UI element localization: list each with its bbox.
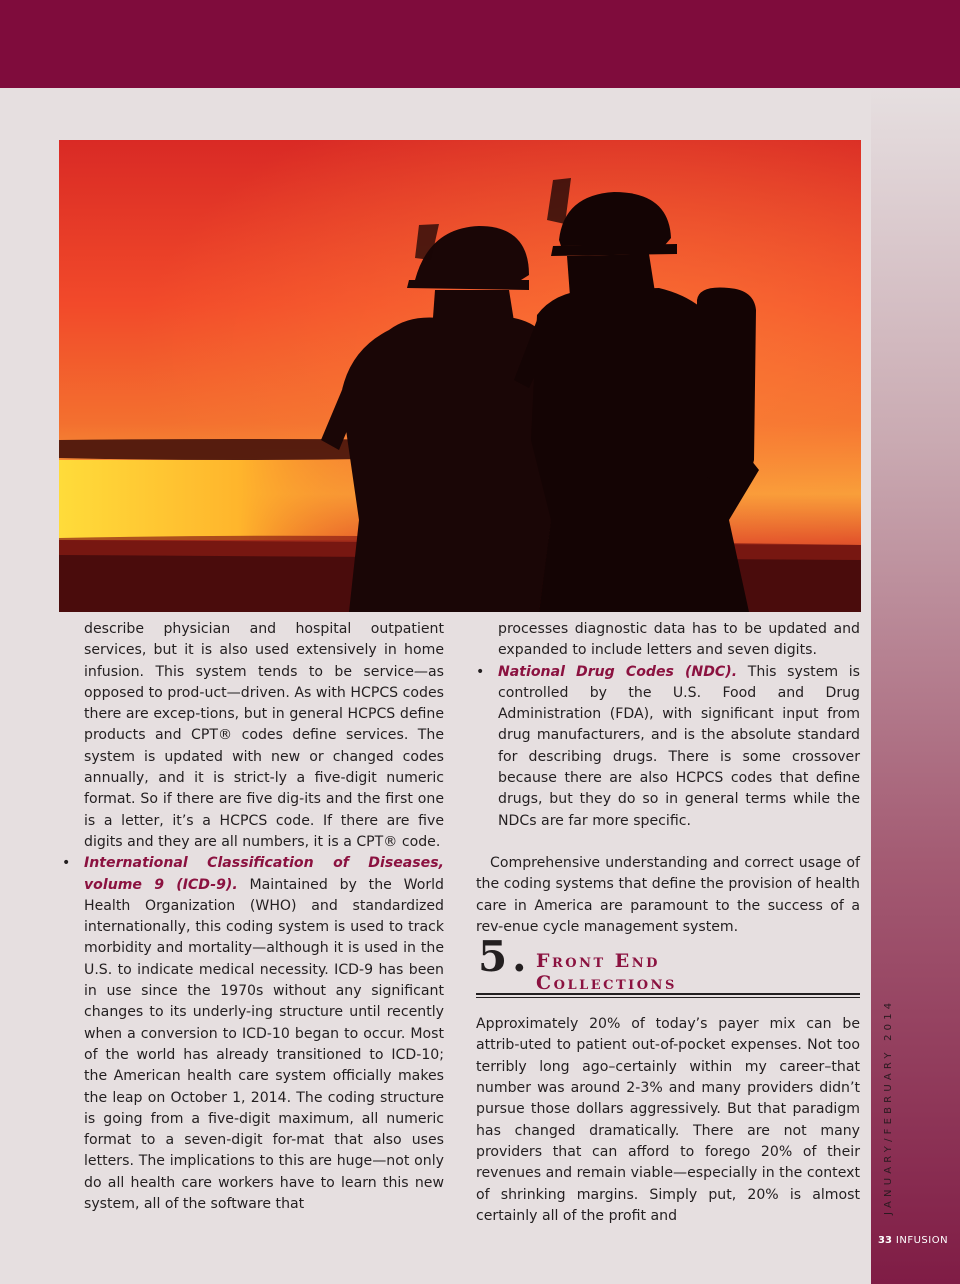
section-title-line1: Front End — [536, 950, 660, 973]
section-number-dot: . — [512, 932, 527, 982]
bullet-dot: • — [476, 663, 485, 680]
section-title — [536, 950, 677, 994]
firefighters-illustration — [59, 140, 861, 612]
heading-rule — [476, 993, 860, 995]
magazine-name: INFUSION — [895, 1235, 949, 1246]
left-column — [62, 619, 444, 1215]
section-number: 5 — [478, 932, 508, 982]
ndc-description: This system is controlled by the U.S. Food and Drug Administration (FDA), with significant input from drug manufacturers, and is the absolute standard for describing drugs. There is some crossover because there are also HCPCS codes that define drugs, but they do so in general terms while the NDCs are far more specific. — [498, 663, 861, 829]
page-number: 33 — [878, 1235, 892, 1246]
spacer — [476, 832, 860, 853]
icd9-term: International Classification of Diseases, volume 9 (ICD-9). — [84, 855, 444, 893]
section-heading — [476, 932, 860, 1000]
paragraph-collections: Approximately 20% of today’s payer mix can be attrib-uted to patient out-of-pocket expenses. Not too terribly long ago–certainly within my career–that number was around 2-3% and many providers didn’t pursue those dollars aggressively. But that paradigm has changed dramatically. There are not many providers that can afford to forego 20% of their revenues and remain viable—especially in the context of shrinking margins. Simply put, 20% is almost certainly all of the profit and — [476, 1016, 860, 1224]
section-title-line2: Collections — [536, 972, 677, 995]
firefighters-photo — [59, 140, 861, 612]
bullet-dot: • — [62, 855, 71, 872]
icd9-description: Maintained by the World Health Organization (WHO) and standardized internationally, this coding system is used to track morbidity and mortality—although it is used in the U.S. to indicate medical necessity. ICD-9 has been in use since the 1970s without any significant changes to its underly-ing structure until recently when a conversion to ICD-10 began to occur. Most of the world has already transitioned to ICD-10; the American health care system officially makes the leap on October 1, 2014. The coding structure is going from a five-digit maximum, all numeric format to a seven-digit for-mat that also uses letters. The implications to this are huge—not only do all health care workers have to learn this new system, all of the software that — [84, 876, 445, 1213]
ndc-term: National Drug Codes (NDC). — [498, 663, 738, 680]
bullet-icd9 — [62, 853, 444, 1215]
bullet-ndc — [476, 662, 860, 832]
paragraph-cpt: describe physician and hospital outpatient services, but it is also used extensively in home infusion. This system tends to be service—as opposed to prod-uct—driven. As with HCPCS codes there are excep-tions, but in general HCPCS define products and CPT® codes define services. The system is updated with new or changed codes annually, and it is strict-ly a five-digit numeric format. So if there are five dig-its and the first one is a letter, it’s a HCPCS code. If there are five digits and they are all numbers, it is a CPT® code. — [84, 621, 444, 850]
issue-date: JANUARY/FEBRUARY 2014 — [883, 998, 894, 1215]
right-column — [476, 619, 860, 1227]
folio — [878, 1235, 948, 1246]
paragraph-diagnostic: processes diagnostic data has to be updated and expanded to include letters and seven digits. — [498, 621, 860, 659]
top-banner — [0, 0, 960, 88]
heading-rule-thin — [476, 997, 860, 998]
paragraph-comprehensive: Comprehensive understanding and correct usage of the coding systems that define the provision of health care in America are paramount to the success of a rev-enue cycle management system. — [476, 854, 860, 935]
